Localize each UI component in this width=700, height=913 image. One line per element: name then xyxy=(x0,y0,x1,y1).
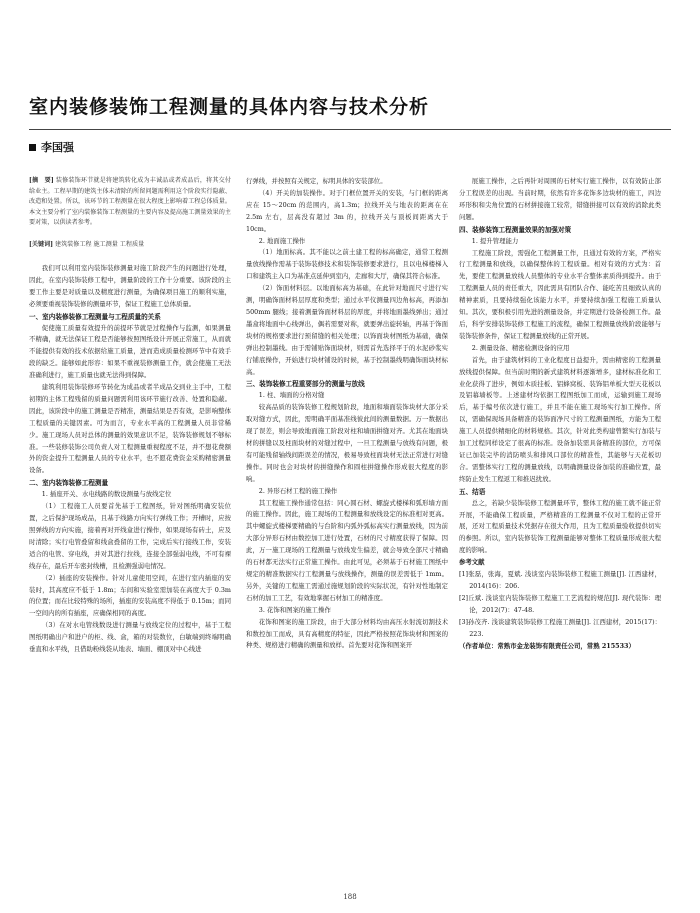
paragraph: [1]张磊，张海，夏斌. 浅谈室内装饰装修工程施工测量[J]. 江西建材，2014(16)：206. xyxy=(459,570,661,590)
paragraph: （3）在对水电管线数设进行测量与放线定位的过程中，基于工程图纸明确出户和进户的柜、线、盒，箱的对装数位，白敏端到终端明确垂直和水平线，且借助粉线袋从地表、墙面、棚顶对中心线进 xyxy=(29,621,231,654)
author-line xyxy=(29,139,74,155)
paragraph: （1）工程施工人员要首先基于工程图纸，针对图纸明确安装位置，之后保护现场成品，且基于线路方向实行弹线工作；开槽时，应按照弹线的方向实施，接着再对开线盒进行操作，如果现场有砖土，应及时清除；实行电管叠留和线盒叠留的工作，完成后实行接线工作，安装适合的电管、穿电线，并对其进行拉线，连接全部强弱电线，不可有裸线存在，最后开车密封线槽，且检测强弱电情况。 xyxy=(29,502,231,570)
paragraph: 参考文献 xyxy=(459,558,485,567)
paragraph: （2）饰面材料层。以地面标高为基础，在此针对地面尺寸进行实测，明确饰面材料层厚度和类型；通过水平仪测量四边角标高，再添加 500mm 腿线；接着测量饰面材料层的厚度，并将地面墨线弹出；通过墨盒将地面中心线弹出，偶若需要对称，就要弹出旋转轴，再基于饰面块材的规格要求进行预留缝的相关处理；以饰面块材图纸为基础，确保弹出控制墨线。由于需铺贴饰面块材，则需首先选择平于的水泥砂浆实行铺底操作，开始进行块材铺设的时候，基于控制墨线明确饰面块材标高。 xyxy=(246,284,448,376)
paragraph: 我们可以利用室内装饰装修测量对施工阶段产生的问题进行处理，因此，在室内装饰装修工程中，测量阶段的工作十分重要。该阶段的主要工作主要是对质量以及精度进行测量，为确保项目施工的顺利实施，必须要重视装饰装修的测量环节，保证工程施工总体质量。 xyxy=(29,263,231,308)
column-2 xyxy=(246,176,448,876)
page-number: 188 xyxy=(343,893,357,901)
column-1-body xyxy=(29,263,231,656)
paragraph: （4）开关的加装操作。对于门框位置开关的安装，与门框的距离应在 15～20cm 的范围内，高1.3m；拉线开关与地表的距离在在 2.5m 左右，层高没有超过 3m 的，拉线开关与顶板间距离大于10cm。 xyxy=(246,188,448,233)
paragraph: 较高品质的装饰装修工程规划阶段，地面和墙面装饰块材大部分采取对缝方式，因此，需明确平面基准线彼此间的测量数据。万一数据出现了误差，则会导致地面施工阶段对柱和墙面拼缝对齐。尤其在地面块材的拼缝以及柱面块材的对缝过程中，一旦工程测量与放线有问题，极有可能残留轴线间距误差的情况，极易导致柱面块材无法正常进行对缝操作。同时也会对块材的拼缝操作和圆柱拼缝操作形成很大程度的影响。 xyxy=(246,403,448,483)
paragraph: 工程施工阶段，需强化工程测量工作，且通过有效的方案，严格实行工程测量和放线，以确保整体的工程质量。相对有效的方式为：首先，要使工程测量放线人员整体的专业水平合整体素质得到提升。由于工程测量人员的责任重大，因此需具有团队合作、能吃苦且细致认真的精神素质，且要持续强化该能力水平，并要持续加强工程施工质量认知。其次，要积极引用先进的测量设备，并定期进行设备检测工作。最后，科学安排装饰装修工程施工的流程，确保工程测量放线阶段能够与装饰装修条件，保证工程测量放线的正常开展。 xyxy=(459,248,661,340)
abstract-label: [摘 要] xyxy=(29,177,54,184)
square-bullet-icon xyxy=(29,144,36,151)
paragraph: 行弹线，并按照有关规定，标明具体的安装部位。 xyxy=(246,177,387,185)
section-heading: 四、装修装饰工程测量效果的加强对策 xyxy=(459,225,572,234)
paragraph: 建筑利用装饰装修环节转化为成品或者半成品交到业主手中，工程初期的主体工程残留的质量问题需利用该环节施行改善、处置和隐蔽。因此，该阶段中的施工测量是否精准，测量结果是否有效，是影响整体工程质量的关键因素。可为而言，专业水平高的工程测量人员非常稀少。施工现场人员对总体的测量的效果意识不足，装饰装修规划不够标准。一些装修装饰公司负责人对工程测量重视程度不足，并不想花费额外的资金提升工程测量人员的专业水平，也不愿花费资金采购精密测量设备。 xyxy=(29,383,231,475)
keywords xyxy=(29,239,231,251)
paragraph: 2. 异形石材工程的施工操作 xyxy=(258,486,338,495)
section-heading: 二、室内装饰装修工程测量 xyxy=(29,479,109,488)
paragraph: 2. 地面施工操作 xyxy=(258,236,306,245)
keywords-text: 建筑装修工程 施工测量 工程质量 xyxy=(55,240,145,248)
paragraph: （2）插座的安装操作。针对儿童使用空间，在进行室内插座的安装时，其高度应不低于 1.8m；车间和实验室需加装在高度大于 0.3m 的位置；而在比较特殊的场所，插座的安装高度不得低于 0.15m；而同一空间内的所有插座，应确保相同的高度。 xyxy=(29,573,231,618)
paragraph: 1. 提升管理能力 xyxy=(471,236,519,245)
paragraph: 花饰和图案的施工阶段，由于大部分材料均由高压水射流切割技术和数控加工而成，具有高精度的特征，因此严格按照花饰块材和图案的种类、规格进行精确的测量和放样。首先要对花饰和图案开 xyxy=(246,617,448,650)
paragraph: 促使施工质量有效提升的前提环节就是过程操作与监测，如果测量不精确，就无法保证工程是否能够按照图纸设计开展正常施工，从而就不能提供有效的技术依据给施工质量，进而造成质量检测环节中有效手段的缺乏。能够如此形容：如果不重视装修测量工作，就会使施工无法准确利进行，施工质量也就无法得到保障。 xyxy=(29,323,231,380)
abstract xyxy=(29,176,231,229)
section-heading: 一、室内装修装修工程测量与工程质量的关系 xyxy=(29,312,161,321)
section-heading: 三、装饰装修工程重要部分的测量与放线 xyxy=(246,380,365,389)
column-1 xyxy=(29,176,231,876)
paragraph: 1. 柱、墙面的分格对缝 xyxy=(258,391,325,400)
column-3 xyxy=(459,176,661,876)
paragraph: 首先，由于建筑材料的工业化程度日益提升，需由精密的工程测量放线提供保障。但当前时期的新式建筑材料逐渐增多，建材标准化和工业化获得了进步，例如木质挂板、铝蜂窝板、装饰铝单板大型天花板以及铝幕墙板等。上述建材均依据工程图纸加工而成，运输到施工现场后，基于编号依次进行施工，并且不能在施工现场实行加工操作。所以，需确保现场具备精准的装饰面净尺寸的工程测量图纸，方能为工程施工人员提供精细化的材料规格。其次，针对此类构建曾繁实行加装与加工过程同样设定了很高的标准。设备加装需具备精准的部位，方可保证已加装完毕的消防喷头和排风口部位的精准性，其能够与天花板切合。需整体实行工程的测量放线，以明确测量设备加装的准确位置，最终防止发生工程返工和推迟扰放。 xyxy=(459,355,661,483)
article-title: 室内装修装饰工程测量的具体内容与技术分析 xyxy=(29,96,430,118)
paragraph: [2]丘斌. 浅谈室内装饰装修工程施工工艺流程的规范[J]. 现代装饰：理论，2012(7)：47-48. xyxy=(459,593,661,614)
paragraph: 2. 测量设备、精密检测设备的应用 xyxy=(471,343,570,352)
keywords-label: [关键词] xyxy=(29,240,54,248)
paragraph: 展施工操作，之后再针对周围的石材实行施工操作，以有效防止部分工程误差的出现。当前时期，依然有许多花饰多边块材的施工，四边环形积和尖角位置的石材拼接施工较常，错缝拼接可以有效的消除此类问题。 xyxy=(459,177,661,221)
paragraph: 总之，若缺少装饰装修工程测量环节，整体工程的施工就不能正常开展，不能确保工程质量，严格精准的工程测量不仅对工程的正常开展，还对工程质量技术凭据存在很大作用，且为工程质量验收提供切实的参照。所以，室内装修装饰工程测量能够对整体工程质量形成很大程度的影响。 xyxy=(459,498,661,555)
paragraph: （1）地面标高。其不能以之前土建工程的标高确定，通常工程测量放线操作需基于装饰装修技术和装饰装修要求进行，且以电梯楼梯入口和建筑主入口为基准点延伸到室内，走廊和大厅，确保其符合标准。 xyxy=(246,248,448,281)
paragraph: 3. 花饰和图案的施工操作 xyxy=(258,605,331,614)
paragraph: [3]孙茂齐. 浅谈建筑装饰装修工程施工测量[J]. 江西建材，2015(17)：223. xyxy=(459,617,661,638)
paragraph: （作者单位：常熟市金龙装饰有限责任公司，常熟 215533） xyxy=(459,641,635,650)
title-divider xyxy=(29,129,671,130)
section-heading: 五、结语 xyxy=(459,487,486,496)
paragraph: 1. 插座开关、水电线路的数设测量与放线定位 xyxy=(41,490,172,499)
author-name: 李国强 xyxy=(41,141,74,154)
paragraph: 其工程施工操作通常包括：同心圆石材、螺旋式楼梯和弧形墙方面的施工操作。因此，施工现场的工程测量和放线设定的标准相对更高。其中螺旋式楼梯要精确的与台阶和内弧外弧标高实行测量放线，因为前大部分异形石材由数控加工进行处置，石材的尺寸精度获得了保障。因此，万一施工现场的工程测量与放线发生偏差，就会导致全部尺寸精确的石材都无法实行正常施工操作。由此可见，必须基于石材施工图纸中规定的精准数据实行工程测量与放线操作，测量的误差需低于 1mm。另外，关键的工程施工需通过施规划阶段的实际状况，有针对性地制定石材的加工工艺，有效地掌握石材加工的精准度。 xyxy=(246,498,448,602)
abstract-text: 装修装饰环节就是将建筑转化成为丰诚品或者成品后，将其交付给业主。工程早期的建筑主体未清除的所留问题需利用这个阶段实行隐蔽、改造和处置。所以，该环节的工程测量在很大程度上影响着工程总体质量。本文主要分析了室内装修装饰工程测量的主要内容及提高施工测量效果的主要对策，以供读者参考。 xyxy=(29,177,231,227)
